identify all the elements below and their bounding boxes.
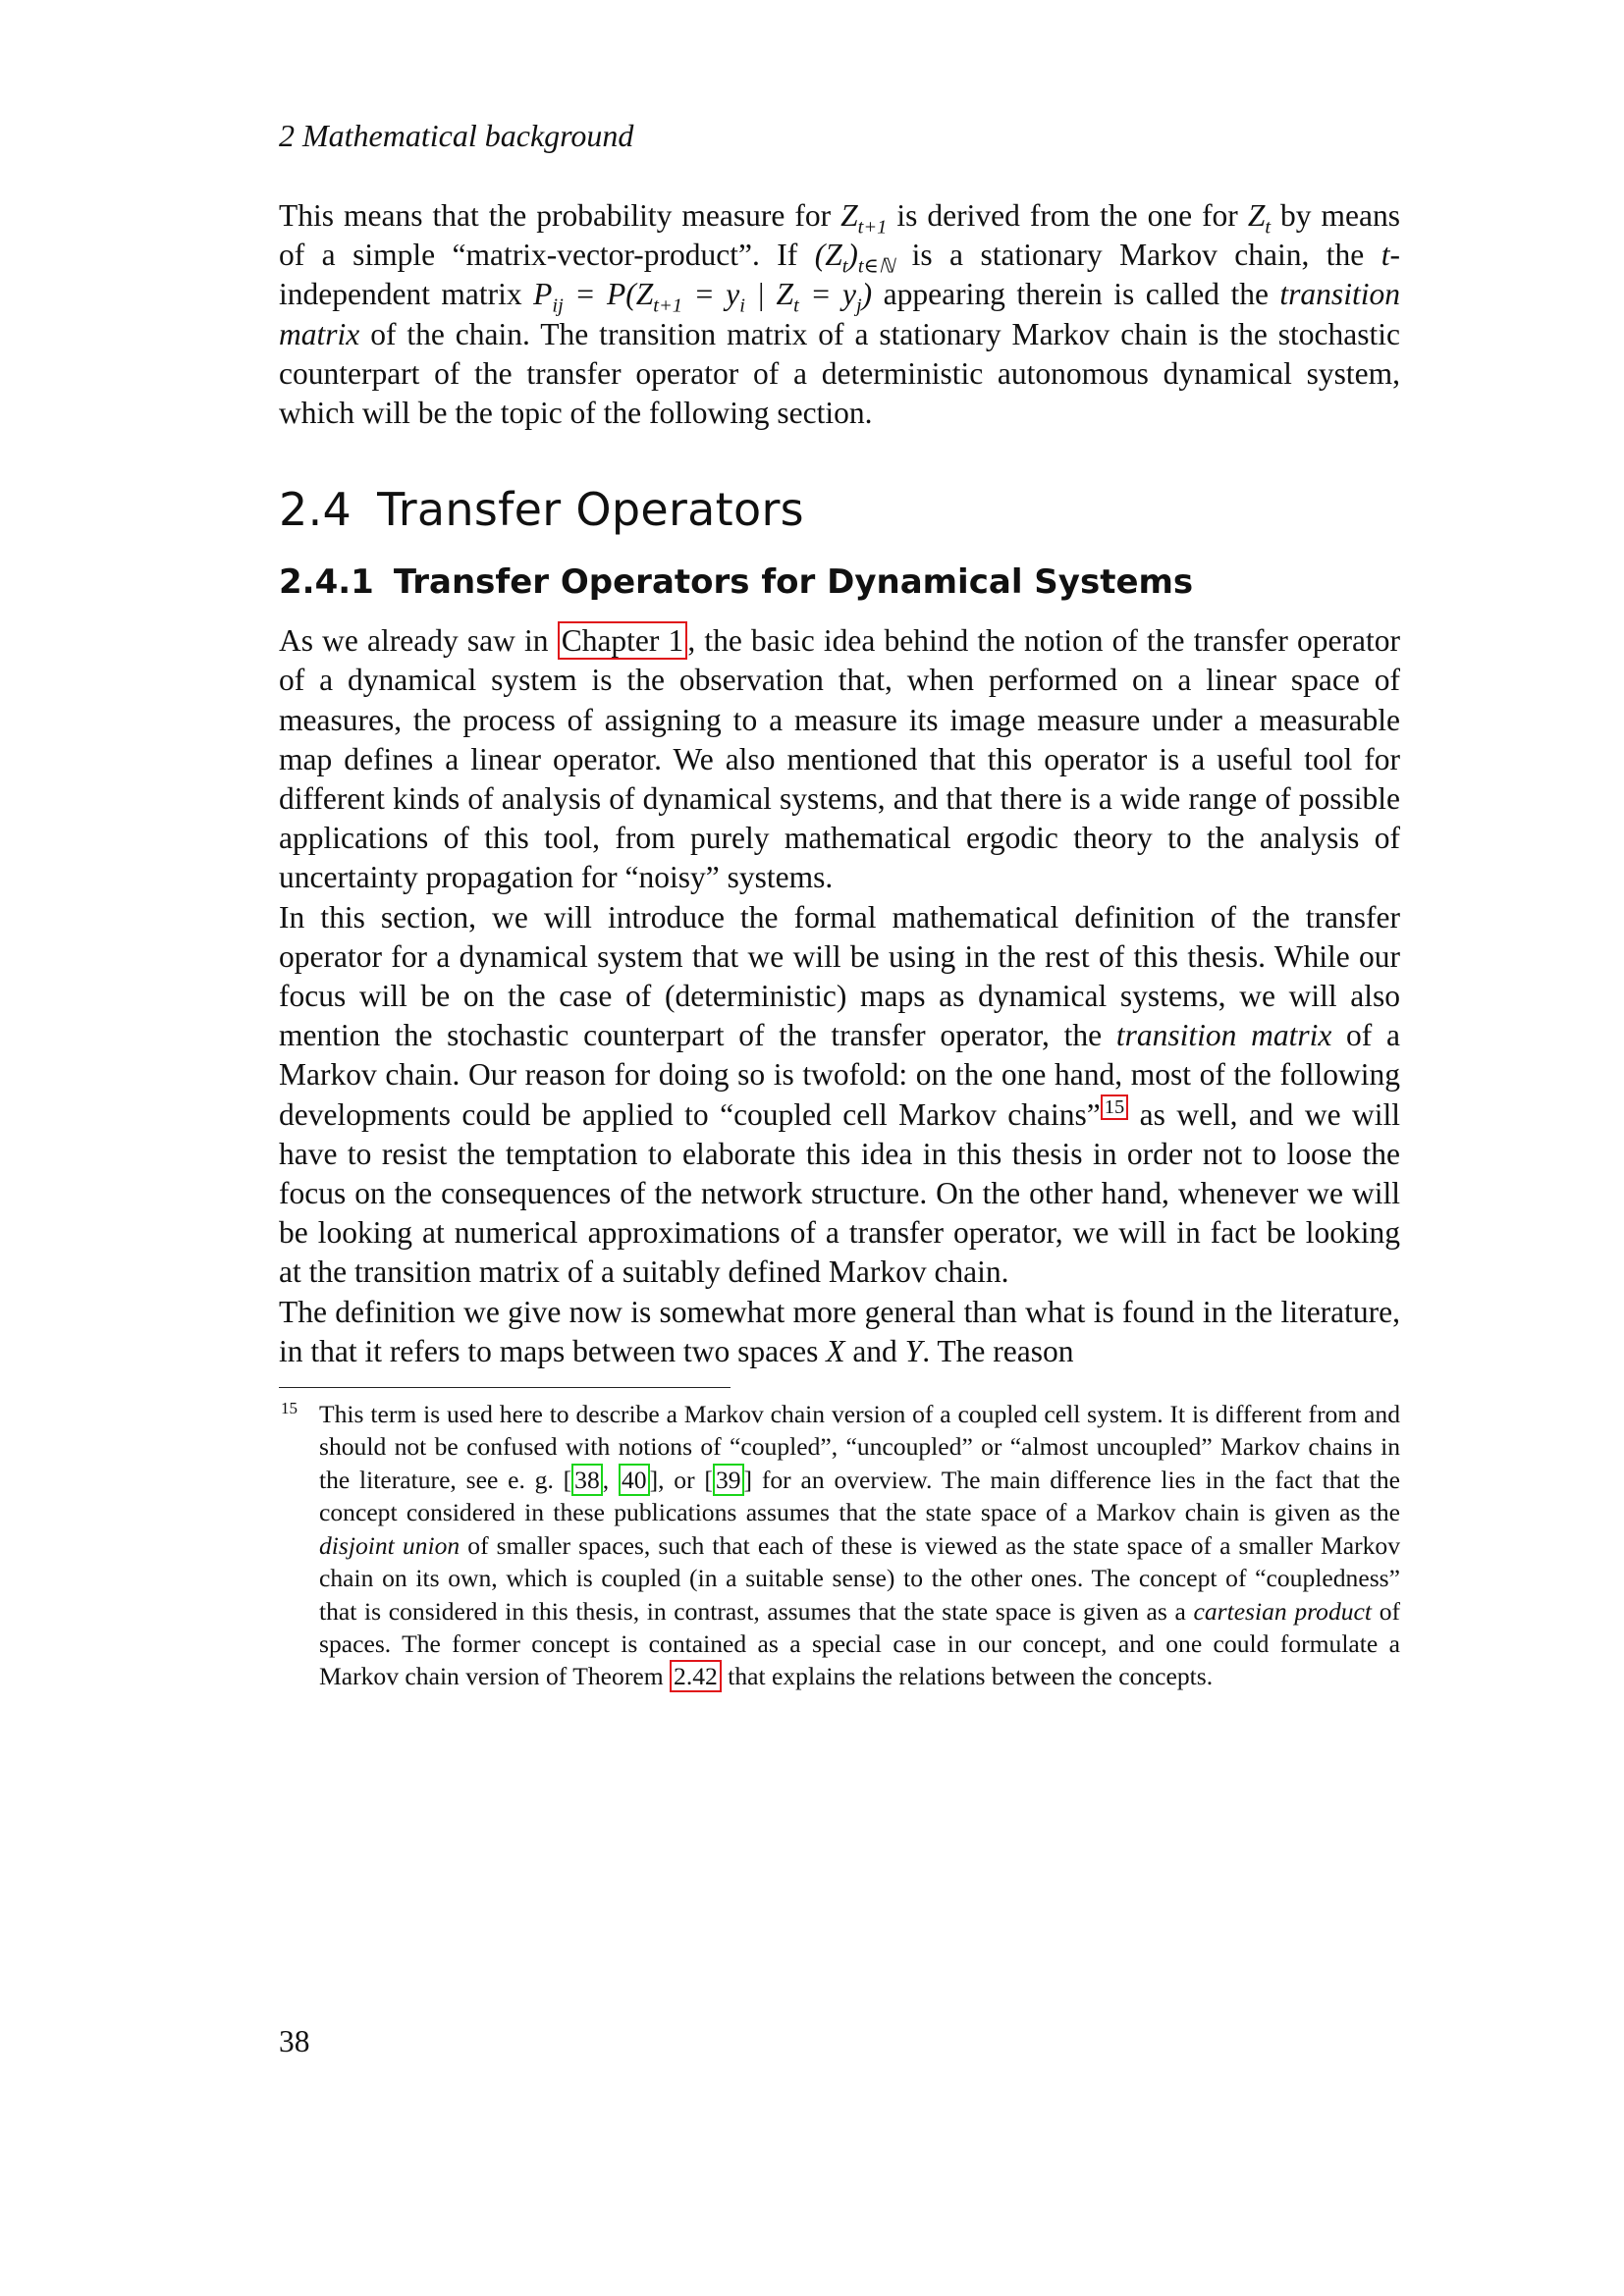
theorem-link[interactable]: 2.42 [670, 1660, 722, 1692]
chapter-link[interactable]: Chapter 1 [558, 621, 688, 660]
subsection-heading [279, 561, 1400, 604]
section-heading [279, 482, 1400, 537]
citation-link[interactable]: 39 [713, 1464, 744, 1496]
citation-link[interactable]: 40 [619, 1464, 650, 1496]
section-number: 2.4 [279, 483, 352, 537]
footnote-separator [279, 1387, 731, 1388]
subsection-title: Transfer Operators for Dynamical Systems [393, 562, 1194, 603]
subsection-number: 2.4.1 [279, 562, 374, 603]
footnote-ref-link[interactable]: 15 [1101, 1095, 1128, 1120]
page-number: 38 [279, 2024, 310, 2058]
emphasis: transition matrix [1115, 1018, 1332, 1053]
emphasis: transition matrix [279, 277, 1400, 351]
footnote-mark: 15 [281, 1399, 298, 1418]
citation-link[interactable]: 38 [571, 1464, 603, 1496]
paragraph-3: The definition we give now is somewhat more general than what is found in the literature, in that it refers to maps between two spaces X and Y. The reason [279, 1294, 1400, 1368]
math-z-t-plus-1: $Z_{t+1}$ [840, 198, 888, 239]
page-content [279, 116, 1400, 1693]
section-title: Transfer Operators [377, 483, 804, 537]
math-sequence: $(Z_t)_{t\in ℕ}$ [814, 238, 895, 278]
emphasis: cartesian product [1193, 1596, 1373, 1626]
math-x: X [826, 1333, 845, 1368]
paragraph-1: As we already saw in Chapter 1 , the basic idea behind the notion of the transfer operator of a dynamical system is the observation that, when performed on a linear space of measures, the process of assigning to a measure its image measure under a measurable map defines a linear operator. We also mentioned that this operator is a useful tool for different kinds of analysis of dynamical systems, and that there is a wide range of possible applications of this tool, from purely mathematical ergodic theory to the analysis of uncertainty propagation for “noisy” systems. [279, 623, 1400, 895]
math-t: t [1380, 238, 1390, 273]
math-transition-formula: $P_{ij} = P(Z_{t+1} = y_i$ | $Z_t = y_j$) [533, 277, 873, 317]
paragraph-2: In this section, we will introduce the formal mathematical definition of the transfer operator for a dynamical system that we will be using in the rest of this thesis. While our focus will be on the case of (deterministic) maps as dynamical systems, we will also mention the stochastic counterpart of the transfer operator, the transition matrix of a Markov chain. Our reason for doing so is twofold: on the one hand, most of the following developments could be applied to “coupled cell Markov chains” $^{15}$ as well, and we will have to resist the temptation to elaborate this idea in this thesis in order not to loose the focus on the consequences of the network structure. On the other hand, whenever we will be looking at numerical approximations of a transfer operator, we will in fact be looking at the transition matrix of a suitably defined Markov chain. [279, 899, 1401, 1290]
math-z-t: $Z_t$ [1247, 198, 1272, 239]
running-head: 2 Mathematical background [279, 118, 634, 153]
emphasis: disjoint union [319, 1530, 460, 1560]
math-y: Y [904, 1333, 923, 1368]
intro-paragraph: This means that the probability measure for $Z_{t+1}$ is derived from the one for $Z_t$ by means of a simple “matrix-vector-product”. If $(Z_t)_{t\in ℕ}$ is a stationary Markov chain, the t-independent matrix $P_{ij} = P(Z_{t+1} = y_i$ | $Z_t = y_j$) appearing therein is called the transition matrix of the chain. The transition matrix of a stationary Markov chain is the stochastic counterpart of the transfer operator of a deterministic autonomous dynamical system, which will be the topic of the following section. [279, 198, 1401, 431]
footnote: 15 This term is used here to describe a Markov chain version of a coupled cell system. It is different from and should not be confused with notions of “coupled”, “uncoupled” or “almost uncoupled” Markov chains in the literature, see e. g. [ 38 , 40 ], or [ 39 ] for an overview. The main difference lies in the fact that the concept considered in these publications assumes that the state space of a Markov chain is given as the disjoint union of smaller spaces, such that each of these is viewed as the state space of a smaller Markov chain on its own, which is coupled (in a suitable sense) to the other ones. The concept of “coupledness” that is considered in this thesis, in contrast, assumes that the state space is given as a cartesian product of spaces. The former concept is contained as a special case in our concept, and one could formulate a Markov chain version of Theorem 2.42 that explains the relations between the concepts. [279, 1398, 1400, 1693]
